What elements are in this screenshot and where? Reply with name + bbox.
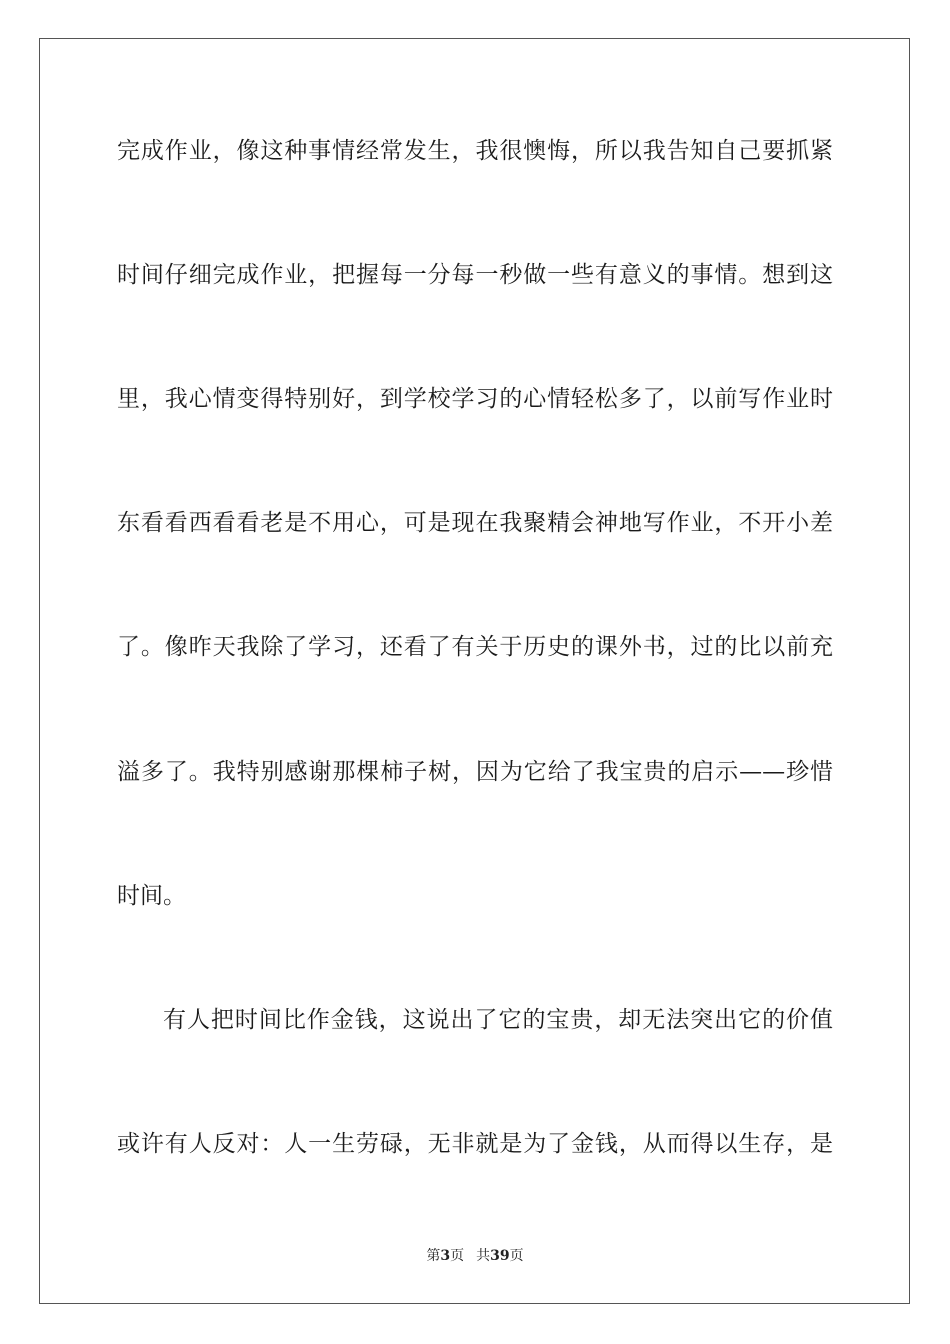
paragraph-first-line: 有人把时间比作金钱，这说出了它的宝贵，却无法突出它的价值 xyxy=(163,1007,833,1033)
page-footer xyxy=(0,1247,950,1265)
total-label-prefix: 共 xyxy=(476,1248,491,1264)
text-line: 时间。 xyxy=(117,883,186,909)
text-line: 时间仔细完成作业，把握每一分每一秒做一些有意义的事情。想到这 xyxy=(117,262,833,288)
text-line: 完成作业，像这种事情经常发生，我很懊悔，所以我告知自己要抓紧 xyxy=(117,138,833,164)
text-line: 溢多了。我特别感谢那棵柿子树，因为它给了我宝贵的启示——珍惜 xyxy=(117,759,833,785)
total-label-suffix: 页 xyxy=(509,1248,524,1264)
total-pages: 39 xyxy=(490,1248,510,1264)
page-number: 3 xyxy=(440,1248,451,1264)
text-line: 里，我心情变得特别好，到学校学习的心情轻松多了，以前写作业时 xyxy=(117,386,833,412)
text-line: 了。像昨天我除了学习，还看了有关于历史的课外书，过的比以前充 xyxy=(117,634,833,660)
page-label-prefix: 第 xyxy=(426,1248,441,1264)
text-line: 东看看西看看老是不用心，可是现在我聚精会神地写作业，不开小差 xyxy=(117,510,833,536)
page-label-suffix: 页 xyxy=(450,1248,465,1264)
page-border xyxy=(39,38,910,1304)
text-line: 或许有人反对：人一生劳碌，无非就是为了金钱，从而得以生存，是 xyxy=(117,1131,833,1157)
